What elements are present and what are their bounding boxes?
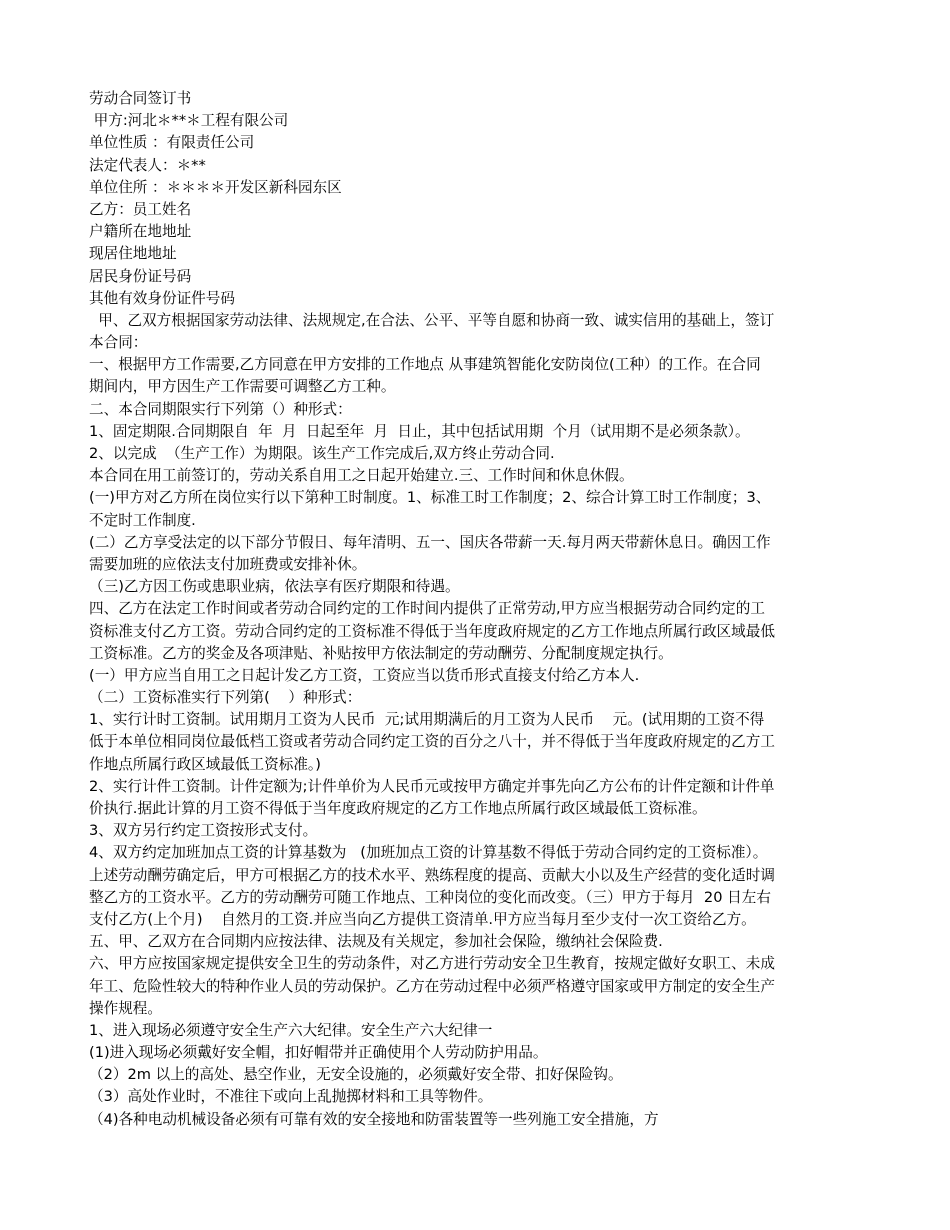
document-line: 操作规程。 <box>89 999 162 1017</box>
document-line: 五、甲、乙双方在合同期内应按法律、法规及有关规定，参加社会保险，缴纳社会保险费. <box>89 933 663 951</box>
contract-document <box>89 88 861 1131</box>
document-line: 不定时工作制度. <box>89 511 196 529</box>
document-line: 单位住所 ：＊＊＊＊开发区新科园东区 <box>89 178 342 196</box>
document-line: 现居住地地址 <box>89 245 177 263</box>
document-line: （三)乙方因工伤或患职业病，依法享有医疗期限和待遇。 <box>89 578 460 596</box>
document-line: 需要加班的应依法支付加班费或安排补休。 <box>89 555 367 573</box>
document-line: 法定代表人：＊** <box>89 156 206 174</box>
document-line: 2、以完成 （生产工作）为期限。该生产工作完成后,双方终止劳动合同. <box>89 445 555 462</box>
document-line: （二）工资标准实行下列第( ）种形式： <box>89 689 362 707</box>
document-line: (一)甲方对乙方所在岗位实行以下第种工时制度。1、标准工时工作制度；2、综合计算工时工作制度；3、 <box>89 489 771 507</box>
document-title: 劳动合同签订书 <box>89 90 192 107</box>
document-line: 工资标准。乙方的奖金及各项津贴、补贴按甲方依法制定的劳动酬劳、分配制度规定执行。 <box>89 644 673 662</box>
document-line: 六、甲方应按国家规定提供安全卫生的劳动条件，对乙方进行劳动安全卫生教育，按规定做好女职工、未成 <box>89 955 775 973</box>
document-line: （3）高处作业时，不准往下或向上乱抛掷材料和工具等物件。 <box>89 1088 493 1106</box>
document-line: 低于本单位相同岗位最低档工资或者劳动合同约定工资的百分之八十，并不得低于当年度政府规定的乙方工 <box>89 733 775 751</box>
document-line: (1)进入现场必须戴好安全帽，扣好帽带并正确使用个人劳动防护用品。 <box>89 1044 548 1062</box>
document-line: （2）2m 以上的高处、悬空作业，无安全设施的，必须戴好安全带、扣好保险钩。 <box>89 1066 623 1084</box>
document-line: 一、根据甲方工作需要,乙方同意在甲方安排的工作地点 从事建筑智能化安防岗位(工种）的工作。在合同 <box>89 356 761 374</box>
document-line: 四、乙方在法定工作时间或者劳动合同约定的工作时间内提供了正常劳动,甲方应当根据劳动合同约定的工 <box>89 600 765 618</box>
document-line: 价执行.据此计算的月工资不得低于当年度政府规定的乙方工作地点所属行政区域最低工资标准。 <box>89 800 707 817</box>
document-line: 资标准支付乙方工资。劳动合同约定的工资标准不得低于当年度政府规定的乙方工作地点所属行政区域最低 <box>89 622 775 640</box>
document-line: (二）乙方享受法定的以下部分节假日、每年清明、五一、国庆各带薪一天.每月两天带薪休息日。确因工作 <box>89 533 771 551</box>
document-body <box>89 110 861 1131</box>
document-line: （4)各种电动机械设备必须有可靠有效的安全接地和防雷装置等一些列施工安全措施，方 <box>89 1110 659 1128</box>
document-line: 年工、危险性较大的特种作业人员的劳动保护。乙方在劳动过程中必须严格遵守国家或甲方制定的安全生产 <box>89 977 775 995</box>
document-line: 本合同在用工前签订的，劳动关系自用工之日起开始建立.三、工作时间和休息休假。 <box>89 467 634 485</box>
document-line: 1、实行计时工资制。试用期月工资为人民币 元;试用期满后的月工资为人民币 元。(试用期的工资不得 <box>89 711 765 729</box>
document-line: 其他有效身份证件号码 <box>89 289 235 307</box>
document-line: 3、双方另行约定工资按形式支付。 <box>89 822 318 840</box>
document-line: 二、本合同期限实行下列第（）种形式： <box>89 400 352 418</box>
document-line: 甲方:河北＊**＊工程有限公司 <box>89 112 289 130</box>
document-line: 2、实行计件工资制。计件定额为;计件单价为人民币元或按甲方确定并事先向乙方公布的计件定额和计件单 <box>89 777 775 795</box>
document-line: 作地点所属行政区域最低工资标准。) <box>89 755 321 773</box>
document-line: 居民身份证号码 <box>89 267 192 285</box>
document-line: 整乙方的工资水平。乙方的劳动酬劳可随工作地点、工种岗位的变化而改变。（三）甲方于每月 20 日左右 <box>89 888 771 906</box>
document-line: 1、固定期限.合同期限自 年 月 日起至年 月 日止，其中包括试用期 个月（试用期不是必须条款）。 <box>89 422 750 440</box>
document-line: 期间内，甲方因生产工作需要可调整乙方工种。 <box>89 378 396 396</box>
document-line: (一）甲方应当自用工之日起计发乙方工资，工资应当以货币形式直接支付给乙方本人. <box>89 666 640 684</box>
document-line: 1、进入现场必须遵守安全生产六大纪律。安全生产六大纪律一 <box>89 1021 493 1039</box>
document-line: 单位性质 ：有限责任公司 <box>89 134 255 152</box>
document-line: 支付乙方(上个月) 自然月的工资.并应当向乙方提供工资清单.甲方应当每月至少支付一次工资给乙方。 <box>89 910 756 928</box>
document-line: 4、双方约定加班加点工资的计算基数为 (加班加点工资的计算基数不得低于劳动合同约定的工资标准）。 <box>89 844 768 862</box>
document-line: 本合同： <box>89 334 148 352</box>
document-line: 上述劳动酬劳确定后，甲方可根据乙方的技术水平、熟练程度的提高、贡献大小以及生产经营的变化适时调 <box>89 866 775 884</box>
document-line: 乙方：员工姓名 <box>89 200 192 218</box>
document-line: 甲、乙双方根据国家劳动法律、法规规定,在合法、公平、平等自愿和协商一致、诚实信用的基础上，签订 <box>89 311 775 329</box>
document-line: 户籍所在地地址 <box>89 223 192 241</box>
